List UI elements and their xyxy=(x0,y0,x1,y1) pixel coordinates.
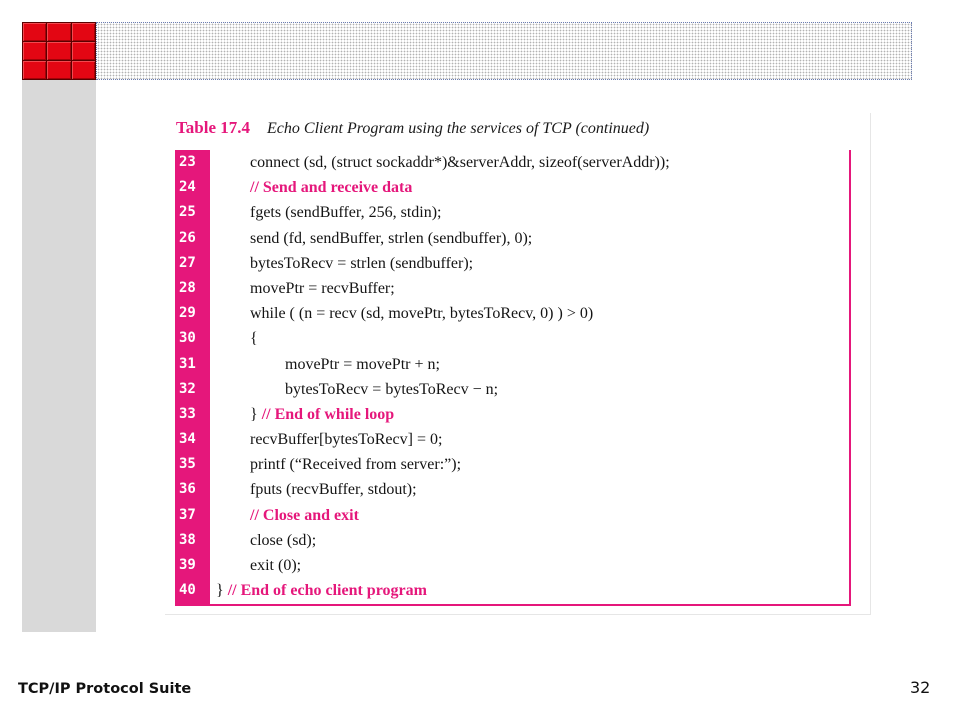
line-number: 31 xyxy=(179,355,196,372)
code-text xyxy=(210,578,427,603)
logo-square xyxy=(72,42,95,60)
code-listing xyxy=(175,150,851,606)
code-line xyxy=(175,427,849,452)
code-line xyxy=(175,352,849,377)
code-statement: bytesToRecv = strlen (sendbuffer); xyxy=(250,254,474,272)
code-text xyxy=(210,528,316,553)
code-statement: fgets (sendBuffer, 256, stdin); xyxy=(250,204,442,222)
code-text xyxy=(210,226,532,251)
line-number: 27 xyxy=(179,254,196,271)
table-title xyxy=(176,118,649,138)
code-text xyxy=(210,200,441,225)
code-line xyxy=(175,528,849,553)
line-number: 26 xyxy=(179,229,196,246)
code-line xyxy=(175,276,849,301)
code-text xyxy=(210,503,359,528)
table-caption: Echo Client Program using the services of TCP (continued) xyxy=(267,120,650,137)
code-statement: movePtr = recvBuffer; xyxy=(250,279,395,297)
page-number: 32 xyxy=(910,678,931,697)
line-number: 40 xyxy=(179,582,196,599)
code-statement: { xyxy=(250,330,258,348)
logo xyxy=(22,22,96,80)
code-line xyxy=(175,226,849,251)
code-text xyxy=(210,251,473,276)
code-statement: close (sd); xyxy=(250,531,317,549)
code-text xyxy=(210,477,417,502)
line-number: 34 xyxy=(179,431,196,448)
code-line xyxy=(175,553,849,578)
code-statement: movePtr = movePtr + n; xyxy=(285,355,440,373)
code-line xyxy=(175,200,849,225)
line-number: 35 xyxy=(179,456,196,473)
line-number: 36 xyxy=(179,481,196,498)
line-number: 23 xyxy=(179,154,196,170)
code-statement: } xyxy=(250,405,258,423)
code-text xyxy=(210,326,258,351)
code-line xyxy=(175,150,849,175)
code-line xyxy=(175,578,849,603)
code-statement: send (fd, sendBuffer, strlen (sendbuffer), 0); xyxy=(250,229,533,247)
code-statement: recvBuffer[bytesToRecv] = 0; xyxy=(250,431,443,449)
code-text xyxy=(210,301,593,326)
logo-square xyxy=(47,61,70,79)
code-line xyxy=(175,503,849,528)
code-statement: exit (0); xyxy=(250,557,302,574)
logo-square xyxy=(72,61,95,79)
line-number: 37 xyxy=(179,506,196,523)
code-statement: connect (sd, (struct sockaddr*)&serverAddr, sizeof(serverAddr)); xyxy=(250,154,670,171)
line-number: 29 xyxy=(179,305,196,322)
line-number: 32 xyxy=(179,380,196,397)
code-text xyxy=(210,276,395,301)
table-label: Table 17.4 xyxy=(176,118,251,137)
left-sidebar-bar xyxy=(22,80,96,632)
header-banner xyxy=(96,22,912,80)
line-number: 39 xyxy=(179,557,196,573)
footer-title: TCP/IP Protocol Suite xyxy=(18,681,192,697)
code-text xyxy=(210,352,440,377)
code-comment: // End of echo client program xyxy=(227,582,427,600)
line-number: 30 xyxy=(179,330,196,347)
line-number: 28 xyxy=(179,279,196,296)
code-text xyxy=(210,452,461,477)
code-text xyxy=(210,402,394,427)
code-line xyxy=(175,402,849,427)
line-number: 33 xyxy=(179,405,196,422)
code-comment: // Send and receive data xyxy=(250,179,413,197)
logo-square xyxy=(72,23,95,41)
code-line xyxy=(175,301,849,326)
logo-square xyxy=(47,23,70,41)
code-text xyxy=(210,427,442,452)
code-statement: } xyxy=(216,582,224,600)
code-text xyxy=(210,377,498,402)
line-number: 38 xyxy=(179,531,196,548)
code-text xyxy=(210,175,412,200)
code-statement: printf (“Received from server:”); xyxy=(250,456,462,474)
code-line xyxy=(175,377,849,402)
code-statement: fputs (recvBuffer, stdout); xyxy=(250,481,417,499)
logo-square xyxy=(23,23,46,41)
code-line xyxy=(175,326,849,351)
logo-square xyxy=(23,42,46,60)
logo-square xyxy=(23,61,46,79)
line-number: 25 xyxy=(179,204,196,221)
code-line xyxy=(175,175,849,200)
code-line xyxy=(175,452,849,477)
code-line xyxy=(175,251,849,276)
line-number: 24 xyxy=(179,179,196,196)
code-comment: // Close and exit xyxy=(250,506,359,524)
code-text xyxy=(210,553,301,578)
code-text xyxy=(210,150,670,175)
code-line xyxy=(175,477,849,502)
code-comment: // End of while loop xyxy=(261,405,395,423)
logo-square xyxy=(47,42,70,60)
code-statement: bytesToRecv = bytesToRecv − n; xyxy=(285,380,499,398)
code-statement: while ( (n = recv (sd, movePtr, bytesToRecv, 0) ) > 0) xyxy=(250,305,594,323)
